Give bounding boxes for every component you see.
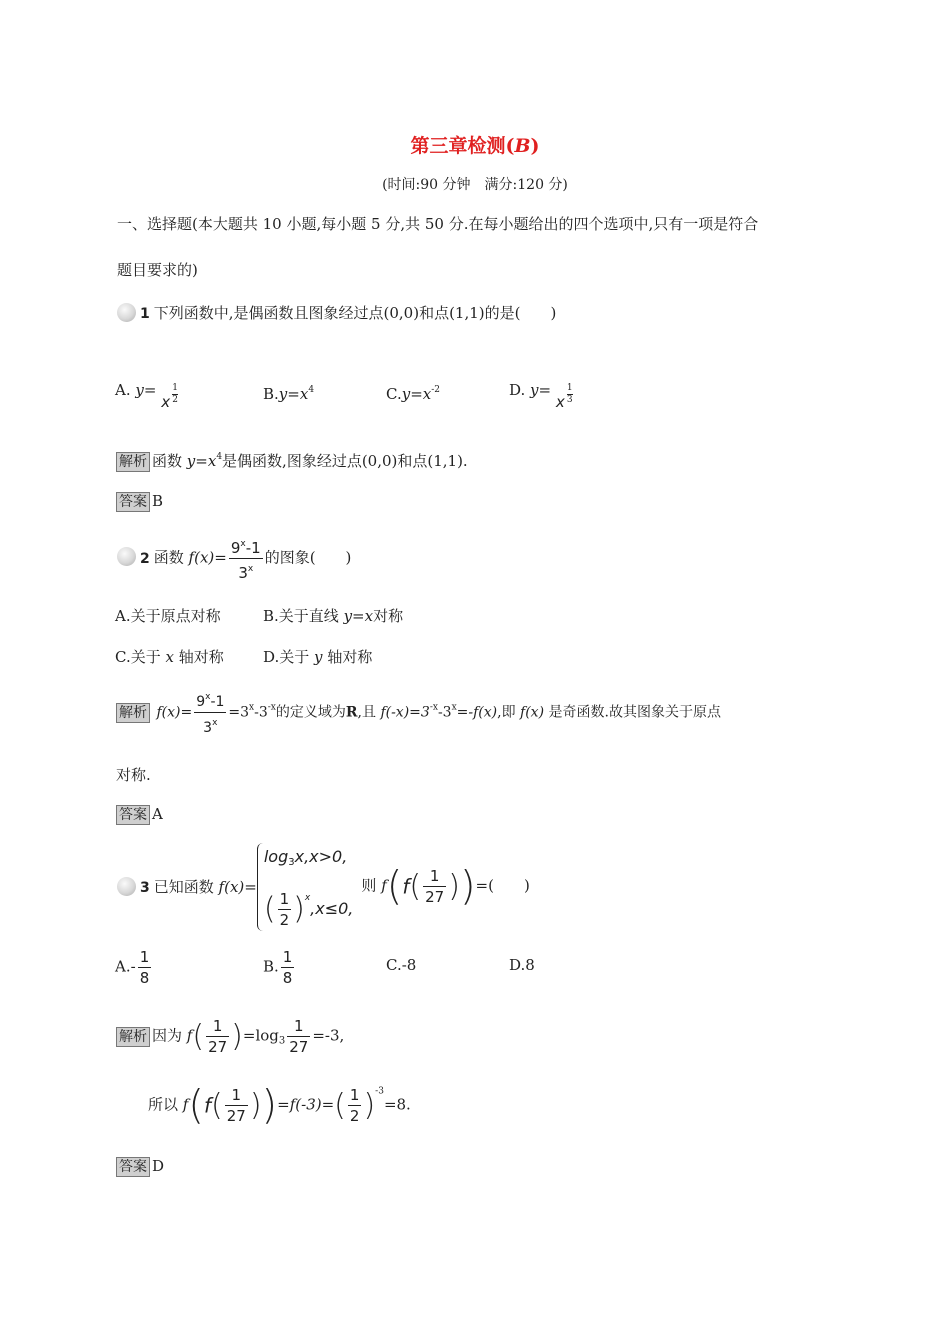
num-exp: x bbox=[205, 692, 211, 702]
q3-option-b bbox=[263, 947, 296, 988]
question-stem-end: =( ) bbox=[475, 876, 530, 895]
inner-f: f bbox=[402, 874, 410, 899]
analysis-text: 是奇函数.故其图象关于原点 bbox=[548, 704, 721, 721]
question-number: 2 bbox=[140, 550, 150, 567]
expr-end: =-3, bbox=[312, 1026, 345, 1045]
question-bullet-icon bbox=[117, 547, 136, 566]
num-tail: -1 bbox=[245, 539, 261, 557]
analysis-text: 因为 bbox=[152, 1026, 183, 1045]
option-expr: y= bbox=[530, 381, 552, 399]
title-close: ) bbox=[530, 135, 540, 157]
q1-answer bbox=[116, 492, 163, 512]
case-log: log bbox=[263, 847, 289, 866]
expr-part: =3 bbox=[228, 704, 250, 721]
expr-part: f(x) bbox=[520, 704, 545, 721]
den: 8 bbox=[282, 969, 293, 987]
case-1 bbox=[264, 843, 354, 877]
analysis-text: ,且 bbox=[357, 704, 376, 721]
num: 1 bbox=[279, 890, 290, 908]
den-exp: x bbox=[212, 718, 218, 728]
question-3: 3 已知函数 f(x)= log3x,x>0, ( $\frac{1}{2}$ )$^x$,x≤0, 则 f(f( $\frac{1}{27}$ ))=( ) bbox=[117, 843, 530, 915]
exp-den: 3 bbox=[566, 395, 573, 405]
case-exp: x bbox=[304, 893, 311, 903]
option-text-end: 对称 bbox=[373, 607, 404, 625]
question-number: 3 bbox=[140, 880, 150, 896]
function-name: f(x)= bbox=[218, 878, 257, 896]
question-bullet-icon bbox=[117, 303, 136, 322]
expr-exp: -3 bbox=[375, 1086, 384, 1097]
exp-num: 1 bbox=[172, 383, 178, 393]
page-title bbox=[0, 131, 950, 158]
fraction bbox=[225, 1085, 248, 1126]
f-symbol: f bbox=[186, 1026, 193, 1045]
expr-part: f(-x)=3 bbox=[380, 704, 430, 721]
then-word: 则 bbox=[361, 876, 377, 895]
case-log-base: 3 bbox=[288, 857, 295, 868]
analysis-expr: y=x bbox=[186, 452, 217, 470]
option-label: D. bbox=[509, 381, 526, 399]
analysis-tag: 解析 bbox=[116, 703, 150, 723]
analysis-text-end: 是偶函数,图象经过点(0,0)和点(1,1). bbox=[222, 452, 468, 470]
den: 2 bbox=[349, 1107, 360, 1125]
expr-exp: -x bbox=[267, 702, 276, 713]
question-bullet-icon bbox=[117, 877, 136, 896]
title-variant: B bbox=[514, 135, 531, 157]
expr-part: -3 bbox=[254, 704, 268, 721]
den-exp: x bbox=[247, 564, 254, 574]
q2-option-a: A.关于原点对称 bbox=[115, 607, 221, 625]
num-base: 9 bbox=[196, 694, 206, 710]
den: 27 bbox=[425, 888, 445, 907]
q2-option-c bbox=[115, 646, 224, 667]
q3-analysis-line2: 所以 f(f( $\frac{1}{27}$ ))=f(-3)=( $\frac{1}{2}$ )$^{-3}$=8. bbox=[148, 1082, 411, 1129]
analysis-text: 所以 bbox=[148, 1095, 179, 1114]
option-exponent: -2 bbox=[431, 385, 441, 395]
fraction bbox=[206, 1016, 229, 1057]
section-header-line2: 题目要求的) bbox=[117, 261, 198, 279]
den-base: 3 bbox=[238, 564, 248, 582]
option-exponent-fraction bbox=[567, 383, 573, 406]
q1-option-a bbox=[115, 381, 183, 411]
q2-option-b bbox=[263, 605, 403, 626]
q1-option-d bbox=[509, 381, 578, 411]
option-sign: - bbox=[130, 957, 136, 976]
expr-exp: x bbox=[451, 702, 457, 713]
option-expr: y=x bbox=[278, 385, 309, 403]
q1-option-b bbox=[263, 385, 314, 403]
q3-option-d: D.8 bbox=[509, 956, 535, 974]
expr-part: =f(-3)= bbox=[277, 1095, 335, 1114]
question-stem: 已知函数 bbox=[153, 878, 214, 896]
option-label: C. bbox=[386, 385, 402, 403]
q3-option-c: C.-8 bbox=[386, 956, 417, 974]
option-base: x bbox=[555, 393, 565, 411]
exp-den: 2 bbox=[172, 395, 178, 405]
fraction bbox=[138, 947, 152, 988]
title-text: 第三章检测( bbox=[410, 135, 515, 157]
analysis-tag: 解析 bbox=[116, 1027, 150, 1047]
num: 1 bbox=[423, 866, 446, 887]
q2-analysis bbox=[116, 687, 721, 738]
answer-tag: 答案 bbox=[116, 805, 150, 825]
fraction bbox=[229, 534, 263, 583]
option-text: C.关于 bbox=[115, 648, 161, 666]
real-set: R bbox=[345, 704, 358, 721]
option-text-end: 轴对称 bbox=[327, 648, 373, 666]
den: 8 bbox=[139, 969, 150, 987]
option-var: x bbox=[165, 648, 174, 666]
outer-f: f bbox=[381, 876, 387, 895]
exam-info: (时间:90 分钟 满分:120 分) bbox=[382, 177, 568, 193]
function-name: f(x)= bbox=[188, 548, 227, 567]
fraction bbox=[423, 866, 446, 907]
q2-option-d bbox=[263, 646, 372, 667]
answer-tag: 答案 bbox=[116, 492, 150, 512]
inner-f: f bbox=[203, 1093, 212, 1118]
option-label: A. bbox=[115, 957, 131, 976]
question-1 bbox=[117, 302, 556, 324]
fraction bbox=[278, 889, 292, 930]
option-var: y=x bbox=[343, 607, 374, 625]
case-cond: x,x>0, bbox=[294, 847, 348, 866]
piecewise-cases bbox=[257, 843, 354, 931]
analysis-exponent: 4 bbox=[216, 452, 223, 462]
analysis-text: 的定义域为 bbox=[275, 704, 346, 721]
analysis-text: ,即 bbox=[497, 704, 516, 721]
expr-exp: -x bbox=[429, 702, 438, 713]
q1-option-c bbox=[386, 385, 440, 403]
option-label: B. bbox=[263, 957, 279, 976]
den: 2 bbox=[279, 911, 290, 929]
option-text: D.关于 bbox=[263, 648, 310, 666]
option-label: A. bbox=[115, 381, 131, 399]
section-header-line1: 一、选择题(本大题共 10 小题,每小题 5 分,共 50 分.在每小题给出的四个选项中,只有一项是符合 bbox=[117, 215, 759, 233]
num: 1 bbox=[349, 1086, 360, 1104]
option-label: B. bbox=[263, 385, 279, 403]
option-base: x bbox=[161, 393, 171, 411]
expr-part: =-f(x) bbox=[456, 704, 498, 721]
option-text: B.关于直线 bbox=[263, 607, 339, 625]
q2-analysis-line2: 对称. bbox=[116, 766, 151, 784]
exp-num: 1 bbox=[566, 383, 573, 393]
expr-part: -3 bbox=[437, 704, 452, 721]
answer-value: D bbox=[152, 1157, 165, 1175]
fraction bbox=[348, 1085, 362, 1126]
num-exp: x bbox=[240, 539, 246, 549]
question-stem-end: 的图象( ) bbox=[264, 548, 352, 567]
option-var: y bbox=[314, 648, 323, 666]
den: 27 bbox=[226, 1107, 246, 1125]
question-stem: 下列函数中,是偶函数且图象经过点(0,0)和点(1,1)的是( ) bbox=[153, 304, 557, 322]
option-text-end: 轴对称 bbox=[178, 648, 224, 666]
num: 1 bbox=[225, 1085, 248, 1106]
den: 27 bbox=[208, 1038, 228, 1056]
num: 1 bbox=[139, 948, 150, 966]
analysis-text: 函数 bbox=[152, 452, 183, 470]
q3-option-a bbox=[115, 947, 153, 988]
expr-end: =8. bbox=[383, 1095, 411, 1114]
analysis-expr: f(x)= bbox=[156, 704, 193, 721]
den-base: 3 bbox=[203, 720, 213, 736]
option-exponent: 4 bbox=[308, 385, 315, 395]
fraction bbox=[194, 687, 226, 738]
q3-answer bbox=[116, 1157, 164, 1177]
num: 1 bbox=[206, 1016, 229, 1037]
case-cond: ,x≤0, bbox=[310, 899, 354, 918]
num: 1 bbox=[287, 1016, 310, 1037]
question-stem: 函数 bbox=[153, 548, 184, 567]
analysis-tag: 解析 bbox=[116, 452, 150, 472]
num-tail: -1 bbox=[210, 694, 225, 710]
answer-value: B bbox=[152, 492, 164, 510]
question-2 bbox=[117, 534, 351, 583]
num: 1 bbox=[282, 948, 293, 966]
option-exponent-fraction bbox=[172, 383, 178, 406]
num-base: 9 bbox=[230, 539, 241, 557]
expr-exp: x bbox=[249, 702, 255, 713]
question-number: 1 bbox=[140, 306, 150, 322]
answer-tag: 答案 bbox=[116, 1157, 150, 1177]
q3-analysis: 解析 因为 f( $\frac{1}{27}$ )$=\log_3$ $\frac{1}{27}$ =-3, bbox=[116, 1016, 344, 1057]
q2-answer bbox=[116, 805, 163, 825]
fraction bbox=[287, 1016, 310, 1057]
f-symbol: f bbox=[182, 1095, 189, 1114]
q1-analysis bbox=[116, 450, 468, 472]
case-2: ( $\frac{1}{2}$ )$^x$,x≤0, bbox=[263, 890, 354, 929]
answer-value: A bbox=[152, 805, 163, 823]
fraction bbox=[281, 947, 295, 988]
log-base: 3 bbox=[278, 1035, 286, 1047]
expr-part: =log bbox=[242, 1026, 279, 1045]
option-expr: y= bbox=[135, 381, 157, 399]
option-expr: y=x bbox=[401, 385, 432, 403]
den: 27 bbox=[289, 1038, 309, 1056]
